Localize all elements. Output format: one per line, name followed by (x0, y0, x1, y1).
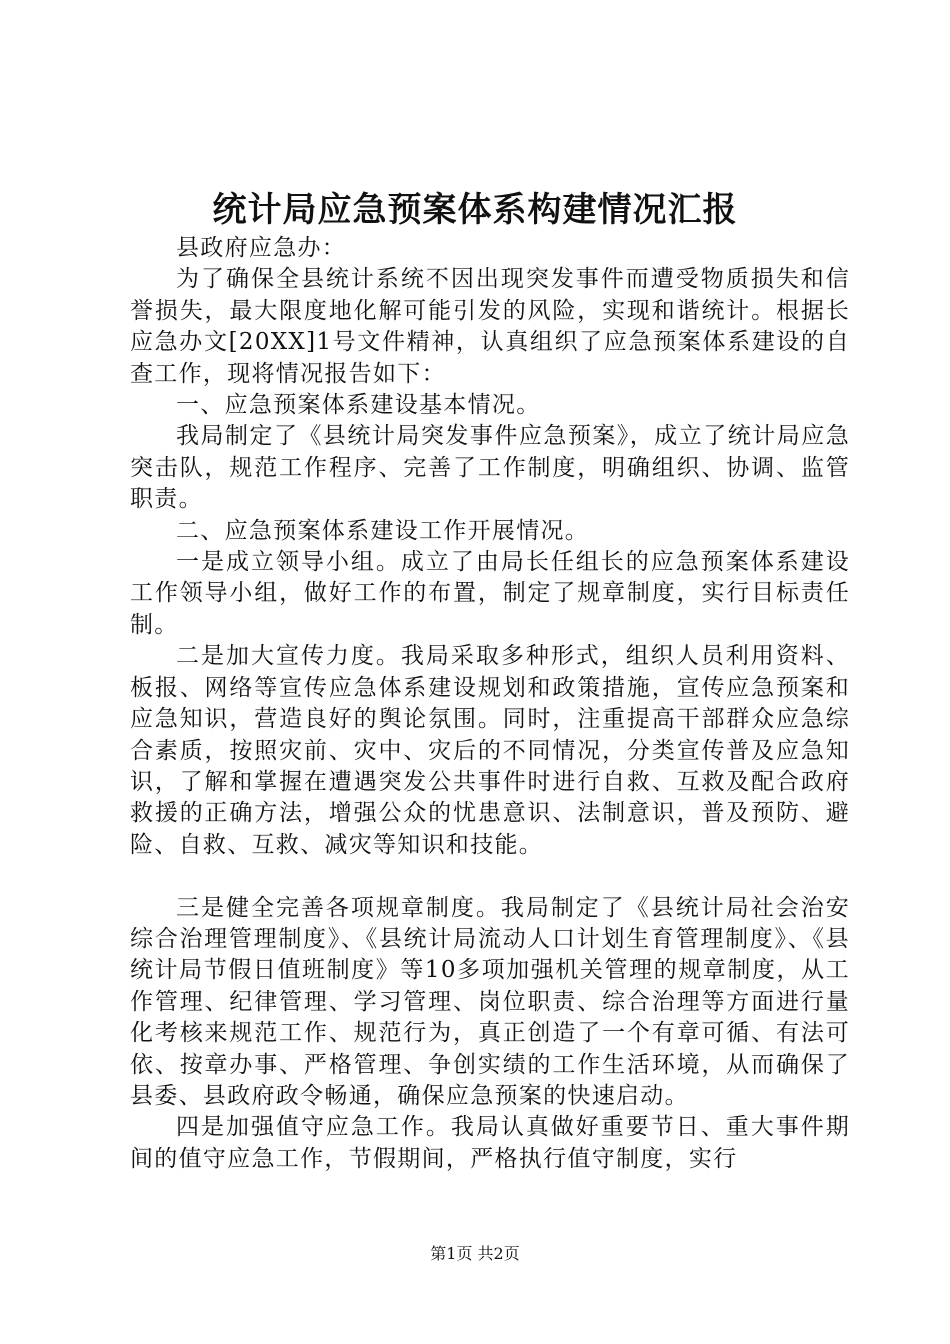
document-body (130, 233, 850, 1175)
paragraph-section-1: 我局制定了《县统计局突发事件应急预案》，成立了统计局应急突击队，规范工作程序、完善了工作制度，明确组织、协调、监管职责。 (130, 423, 850, 513)
paragraph-intro: 为了确保全县统计系统不因出现突发事件而遭受物质损失和信誉损失，最大限度地化解可能引发的风险，实现和谐统计。根据长应急办文[20XX]1号文件精神，认真组织了应急预案体系建设的自查工作，现将情况报告如下： (130, 266, 850, 387)
paragraph-item-2: 二是加大宣传力度。我局采取多种形式，组织人员利用资料、板报、网络等宣传应急体系建设规划和政策措施，宣传应急预案和应急知识，营造良好的舆论氛围。同时，注重提高干部群众应急综合素质，按照灾前、灾中、灾后的不同情况，分类宣传普及应急知识，了解和掌握在遭遇突发公共事件时进行自救、互救及配合政府救援的正确方法，增强公众的忧患意识、法制意识，普及预防、避险、自救、互救、减灾等知识和技能。 (130, 643, 850, 858)
page-number: 第1页 共2页 (430, 1244, 520, 1263)
salutation: 县政府应急办： (176, 235, 347, 261)
paragraph-item-1: 一是成立领导小组。成立了由局长任组长的应急预案体系建设工作领导小组，做好工作的布置，制定了规章制度，实行目标责任制。 (130, 549, 850, 638)
document-title: 统计局应急预案体系构建情况汇报 (212, 190, 738, 230)
section-heading-1: 一、应急预案体系建设基本情况。 (176, 392, 541, 419)
paragraph-item-4: 四是加强值守应急工作。我局认真做好重要节日、重大事件期间的值守应急工作，节假期间，严格执行值守制度，实行 (130, 1114, 850, 1172)
section-heading-2: 二、应急预案体系建设工作开展情况。 (176, 517, 590, 544)
paragraph-item-3: 三是健全完善各项规章制度。我局制定了《县统计局社会治安综合治理管理制度》、《县统计局流动人口计划生育管理制度》、《县统计局节假日值班制度》等10多项加强机关管理的规章制度，从工作管理、纪律管理、学习管理、岗位职责、综合治理等方面进行量化考核来规范工作、规范行为，真正创造了一个有章可循、有法可依、按章办事、严格管理、争创实绩的工作生活环境，从而确保了县委、县政府政令畅通，确保应急预案的快速启动。 (130, 894, 850, 1109)
